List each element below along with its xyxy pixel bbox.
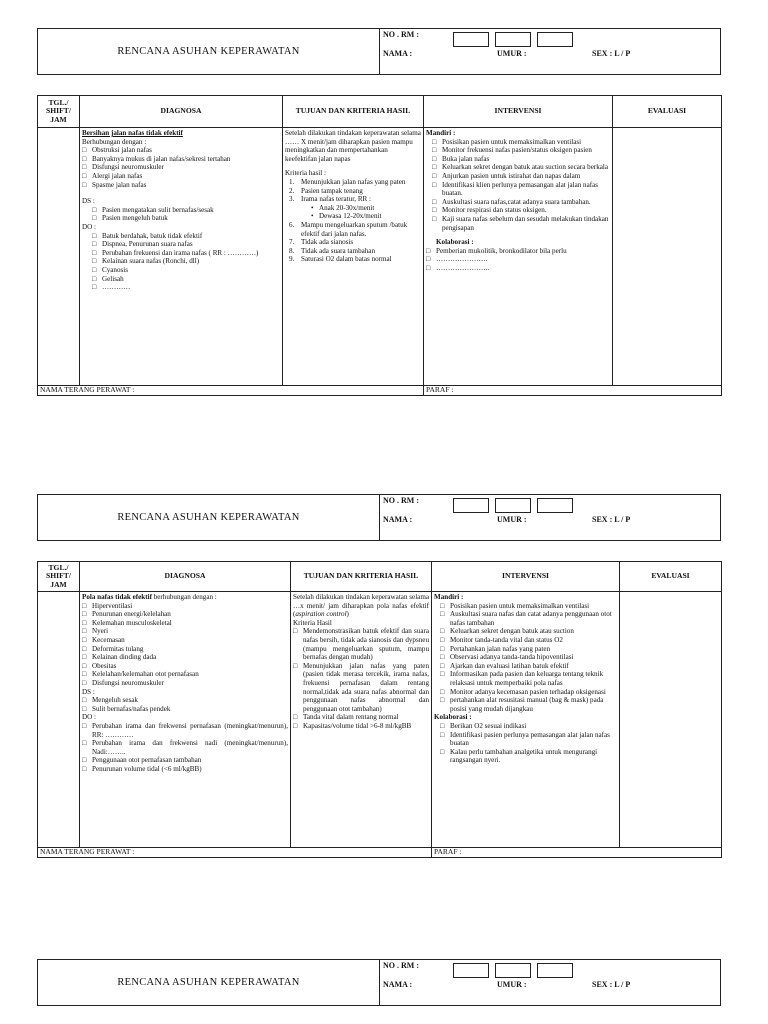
mandiri-item: □ pertahankan alat resusitasi manual (bag & mask) pada posisi yang mudah dijangkau — [440, 696, 617, 713]
kriteria-item: □ Mendemonstrasikan batuk efektif dan suara nafas bersih, tidak ada sianosis dan dypsneu (mampu mengeluarkan sputum, mampu bernafas dengan mudah) — [293, 627, 429, 661]
kolaborasi-item: □ Berikan O2 sesuai indikasi — [440, 722, 617, 731]
diagnosa-cell — [80, 128, 283, 386]
mandiri-item: □ Keluarkan sekret dengan batuk atau suction — [440, 627, 617, 636]
kolaborasi-label: Kolaborasi : — [436, 238, 474, 247]
mandiri-item: □ Ajarkan dan evaluasi latihan batuk efektif — [440, 662, 617, 671]
cause-item: □ Alergi jalan nafas — [82, 172, 280, 181]
ds-item: □ Sulit bernafas/nafas pendek — [82, 705, 288, 714]
no-rm-label: NO . RM : — [383, 961, 419, 970]
cause-item: □ Spasme jalan nafas — [82, 181, 280, 190]
sex-label: SEX : L / P — [592, 49, 631, 58]
umur-label: UMUR : — [497, 980, 527, 989]
tgl-cell[interactable] — [38, 592, 80, 848]
mandiri-item: □ Informasikan pada pasien dan keluarga tentang teknik relaksasi untuk memperbaiki pola nafas — [440, 670, 617, 687]
no-rm-box[interactable] — [453, 963, 489, 978]
kriteria-item: Saturasi O2 dalam batas normal — [301, 255, 392, 264]
col-evaluasi: EVALUASI — [620, 562, 722, 592]
do-item: □ Perubahan frekuensi dan irama nafas ( RR : …………) — [92, 249, 280, 258]
mandiri-item: □ Posisikan pasien untuk memaksimalkan ventilasi — [432, 138, 610, 147]
mandiri-item: □ Identifikasi klien perlunya pemasangan alat jalan nafas buatan. — [432, 181, 610, 198]
kriteria-item: □ Menunjukkan jalan nafas yang paten (pasien tidak merasa tercekik, irama nafas, frekuensi pernafasan dalam rentang normal,tidak ada suara nafas abnormal dan penggunaan nafas abnormal dan penggunaan otot tambahan) — [293, 662, 429, 714]
do-label: DO : — [82, 222, 96, 231]
kriteria-item: Irama nafas teratur, RR : • Anak 20-30x/menit • Dewasa 12-20x/menit — [289, 195, 421, 221]
kolaborasi-label: Kolaborasi : — [434, 713, 472, 722]
no-rm-label: NO . RM : — [383, 30, 419, 39]
mandiri-item: □ Monitor frekuensi nafas pasien/status oksigen pasien — [432, 146, 610, 155]
kolaborasi-item: □ …………………. — [426, 255, 610, 264]
no-rm-box[interactable] — [495, 498, 531, 513]
no-rm-box[interactable] — [453, 498, 489, 513]
kolaborasi-item: □ Pemberian mukolitik, bronkodilator bila perlu — [426, 247, 610, 256]
cause-item: □ Obesitas — [82, 662, 288, 671]
mandiri-label: Mandiri : — [434, 593, 464, 601]
col-diagnosa: DIAGNOSA — [80, 96, 283, 128]
cause-item: □ Disfungsi neuromuskuler — [82, 163, 280, 172]
mandiri-item: □ Monitor adanya kecemasan pasien terhadap oksigenasi — [440, 688, 617, 697]
cause-item: □ Disfungsi neuromuskuler — [82, 679, 288, 688]
tujuan-intro: Setelah dilakukan tindakan keperawatan selama …x menit/ jam diharapkan pola nafas efektif (aspiration control) — [293, 593, 429, 619]
tgl-cell[interactable] — [38, 128, 80, 386]
patient-info — [379, 29, 720, 74]
patient-info — [379, 495, 720, 540]
ds-label: DS : — [82, 687, 95, 696]
care-plan-table — [37, 561, 722, 858]
do-item: □ Dispnea, Penurunan suara nafas — [92, 240, 280, 249]
do-item: □ Perubahan irama dan frekwensi nadi (meningkat/menurun), Nadi:…….. — [82, 739, 288, 756]
nama-label: NAMA : — [383, 515, 413, 524]
mandiri-item: □ Kaji suara nafas sebelum dan sesudah melakukan tindakan pengisapan — [432, 215, 610, 232]
diagnosa-cell — [80, 592, 291, 848]
no-rm-box[interactable] — [453, 32, 489, 47]
tujuan-intro: Setelah dilakukan tindakan keperawatan selama …… X menit/jam diharapkan pasien mampu meningkatkan dan mempertahankan keefektifan jalan napas — [285, 129, 421, 163]
col-tujuan: TUJUAN DAN KRITERIA HASIL — [283, 96, 424, 128]
form-title: RENCANA ASUHAN KEPERAWATAN — [117, 512, 300, 523]
col-evaluasi: EVALUASI — [613, 96, 722, 128]
nama-perawat-field[interactable]: NAMA TERANG PERAWAT : — [38, 386, 424, 396]
cause-item: □ Kelemahan musculoskeletal — [82, 619, 288, 628]
sex-label: SEX : L / P — [592, 515, 631, 524]
no-rm-box[interactable] — [495, 963, 531, 978]
col-intervensi: INTERVENSI — [424, 96, 613, 128]
mandiri-item: □ Auskultasi suara nafas,catat adanya suara tambahan. — [432, 198, 610, 207]
umur-label: UMUR : — [497, 49, 527, 58]
patient-info — [379, 960, 720, 1005]
kriteria-label: Kriteria hasil : — [285, 169, 326, 178]
kriteria-item: Menunjukkan jalan nafas yang paten — [301, 177, 406, 186]
rr-range-item: • Dewasa 12-20x/menit — [311, 212, 421, 221]
diagnosis-title: Pola nafas tidak efektif berhubungan dengan : — [82, 593, 217, 601]
no-rm-box[interactable] — [537, 963, 573, 978]
form-title: RENCANA ASUHAN KEPERAWATAN — [117, 977, 300, 988]
form-header — [37, 959, 721, 1006]
intervensi-cell — [424, 128, 613, 386]
kriteria-item: □ Kapasitas/volume tidal >6-8 ml/kgBB — [293, 722, 429, 731]
do-label: DO : — [82, 713, 96, 722]
cause-item: □ Banyaknya mukus di jalan nafas/sekresi tertahan — [82, 155, 280, 164]
do-item: □ Batuk berdahak, batuk tidak efektif — [92, 232, 280, 241]
col-diagnosa: DIAGNOSA — [80, 562, 291, 592]
ds-item: □ Pasien mengatakan sulit bernafas/sesak — [92, 206, 280, 215]
kolaborasi-item: □ Identifikasi pasien perlunya pemasangan alat jalan nafas buatan — [440, 731, 617, 748]
do-item: □ ………… — [92, 283, 280, 292]
do-item: □ Perubahan irama dan frekwensi pernafasan (meningkat/menurun), RR: ………… — [82, 722, 288, 739]
do-item: □ Penggunaan otot pernafasan tambahan — [82, 756, 288, 765]
mandiri-item: □ Observasi adanya tanda-tanda hipoventilasi — [440, 653, 617, 662]
do-item: □ Gelisah — [92, 275, 280, 284]
kriteria-item: Tidak ada suara tambahan — [301, 246, 376, 255]
col-tujuan: TUJUAN DAN KRITERIA HASIL — [291, 562, 432, 592]
sex-label: SEX : L / P — [592, 980, 631, 989]
cause-item: □ Obstruksi jalan nafas — [82, 146, 280, 155]
diagnosis-title: Bersihan jalan nafas tidak efektif — [82, 129, 183, 137]
paraf-field[interactable]: PARAF : — [432, 848, 722, 858]
nama-label: NAMA : — [383, 980, 413, 989]
do-item: □ Cyanosis — [92, 266, 280, 275]
ds-item: □ Pasien mengeluh batuk — [92, 214, 280, 223]
kriteria-item: □ Tanda vital dalam rentang normal — [293, 713, 429, 722]
rr-range-item: • Anak 20-30x/menit — [311, 204, 421, 213]
form-header — [37, 28, 721, 75]
mandiri-label: Mandiri : — [426, 129, 456, 137]
tujuan-cell — [291, 592, 432, 848]
ds-label: DS : — [82, 197, 95, 206]
intervensi-cell — [432, 592, 620, 848]
cause-item: □ Nyeri — [82, 627, 288, 636]
ds-item: □ Mengeluh sesak — [82, 696, 288, 705]
mandiri-item: □ Buka jalan nafas — [432, 155, 610, 164]
kriteria-item: Pasien tampak tenang — [301, 186, 363, 195]
cause-item: □ Kelelahan/kelemahan otot pernafasan — [82, 670, 288, 679]
cause-item: □ Kelainan dinding dada — [82, 653, 288, 662]
umur-label: UMUR : — [497, 515, 527, 524]
cause-item: □ Deformitas tulang — [82, 645, 288, 654]
kriteria-label: Kriteria Hasil — [293, 618, 332, 627]
mandiri-item: □ Monitor tanda-tanda vital dan status O2 — [440, 636, 617, 645]
kriteria-item: Tidak ada sianosis — [301, 238, 354, 247]
cause-item: □ Penurunan energi/kelelahan — [82, 610, 288, 619]
kolaborasi-item: □ ………………….. — [426, 264, 610, 273]
do-item: □ Penurunan volume tidal (<6 ml/kgBB) — [82, 765, 288, 774]
col-tgl: TGL./ SHIFT/ JAM — [38, 562, 80, 592]
care-plan-table — [37, 95, 722, 396]
paraf-field[interactable]: PARAF : — [424, 386, 722, 396]
nama-perawat-field[interactable]: NAMA TERANG PERAWAT : — [38, 848, 432, 858]
cause-item: □ Kecemasan — [82, 636, 288, 645]
evaluasi-cell[interactable] — [613, 128, 722, 386]
do-item: □ Kelainan suara nafas (Ronchi, dll) — [92, 257, 280, 266]
mandiri-item: □ Posisikan pasien untuk memaksimalkan ventilasi — [440, 602, 617, 611]
mandiri-item: □ Monitor respirasi dan status oksigen. — [432, 206, 610, 215]
form-header — [37, 494, 721, 541]
col-intervensi: INTERVENSI — [432, 562, 620, 592]
col-tgl: TGL./ SHIFT/ JAM — [38, 96, 80, 128]
no-rm-box[interactable] — [495, 32, 531, 47]
mandiri-item: □ Anjurkan pasien untuk istirahat dan napas dalam — [432, 172, 610, 181]
tujuan-cell — [283, 128, 424, 386]
no-rm-label: NO . RM : — [383, 496, 419, 505]
kriteria-item: Mampu mengeluarkan sputum /batuk efektif dari jalan nafas. — [301, 220, 408, 238]
evaluasi-cell[interactable] — [620, 592, 722, 848]
diagnosis-intro: Berhubungan dengan : — [82, 137, 147, 146]
mandiri-item: □ Keluarkan sekret dengan batuk atau suction secara berkala — [432, 163, 610, 172]
form-title: RENCANA ASUHAN KEPERAWATAN — [117, 46, 300, 57]
mandiri-item: □ Auskultasi suara nafas dan catat adanya penggunaan otot nafas tambahan — [440, 610, 617, 627]
kolaborasi-item: □ Kalau perlu tambahan analgetika untuk mengurangi rangsangan nyeri. — [440, 748, 617, 765]
mandiri-item: □ Pertahankan jalan nafas yang paten — [440, 645, 617, 654]
nama-label: NAMA : — [383, 49, 413, 58]
cause-item: □ Hiperventilasi — [82, 602, 288, 611]
no-rm-box[interactable] — [537, 498, 573, 513]
no-rm-box[interactable] — [537, 32, 573, 47]
